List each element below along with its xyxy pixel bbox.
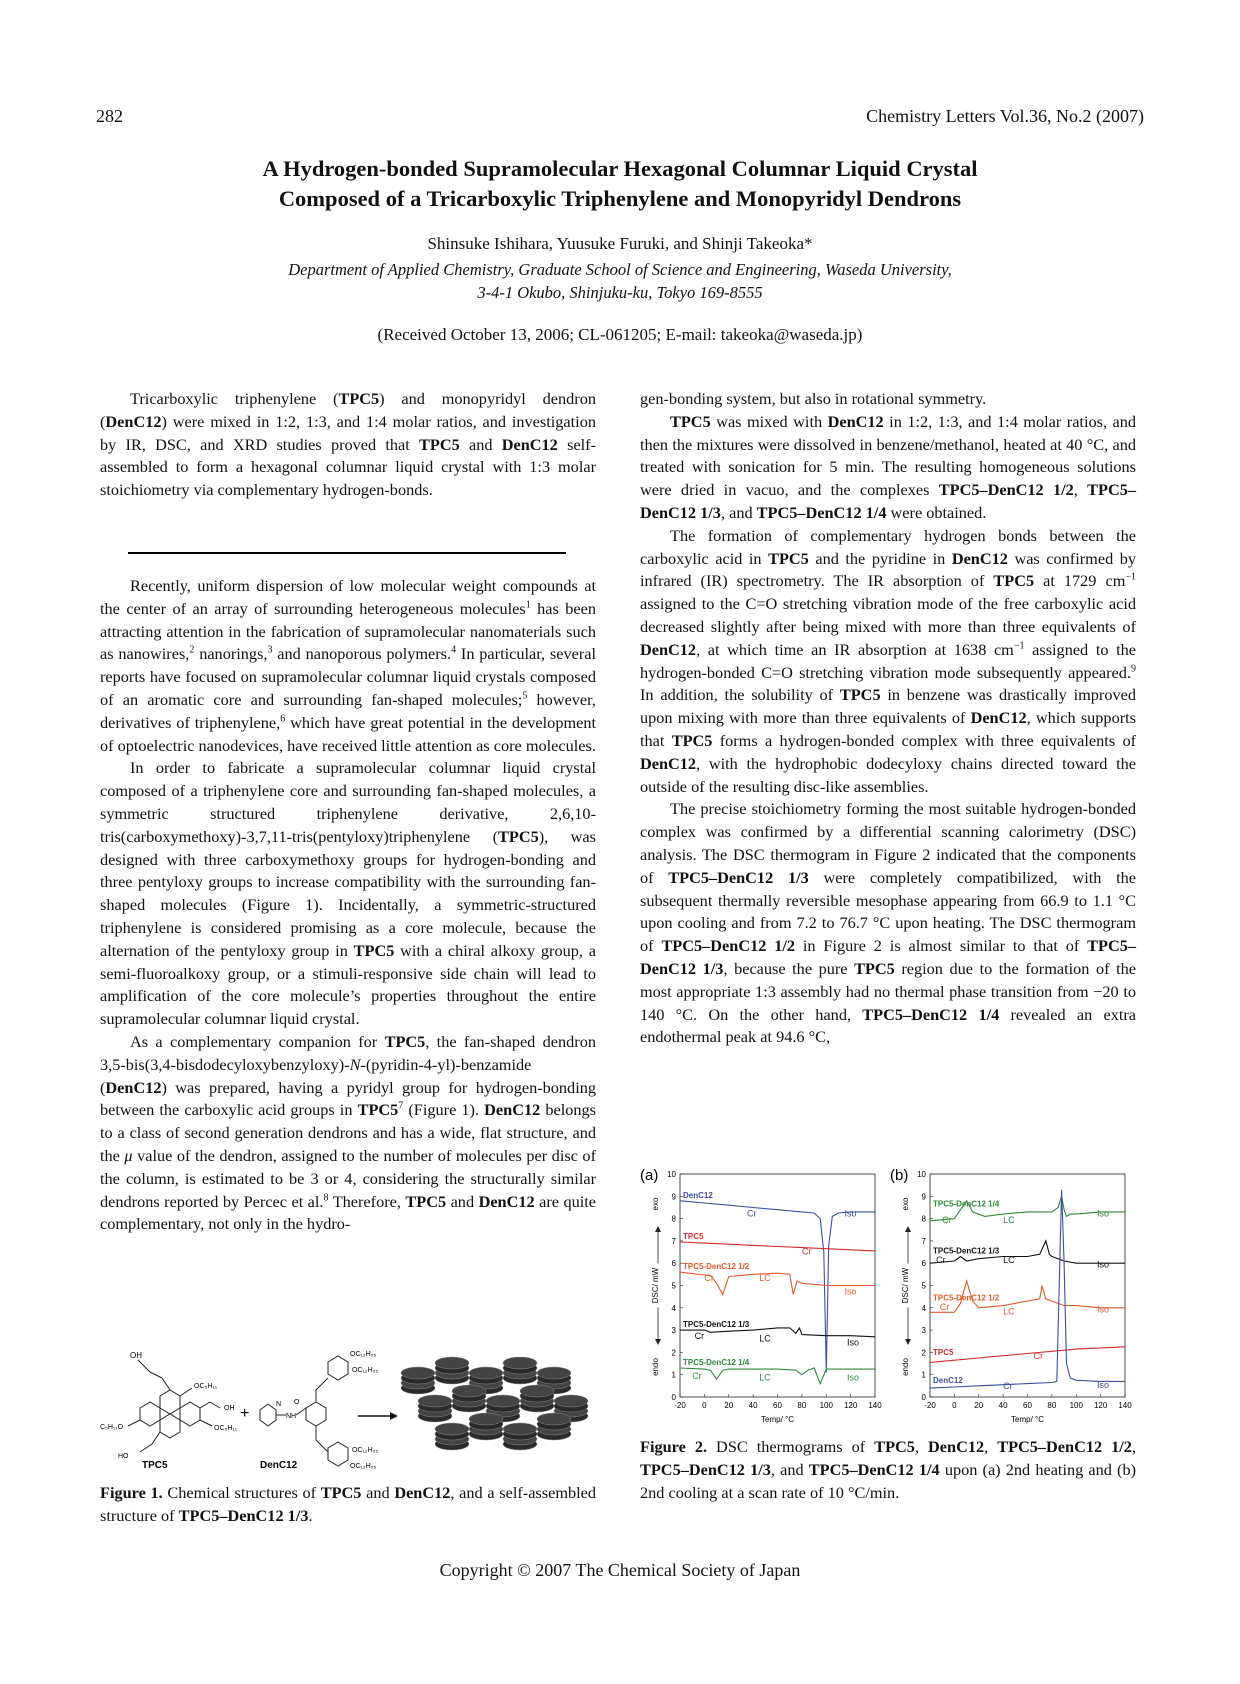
phase-label: LC	[759, 1333, 771, 1344]
x-tick-label: 100	[819, 1401, 833, 1410]
series-name-label: TPC5-DenC12 1/4	[933, 1199, 1000, 1209]
disc-layer	[452, 1385, 486, 1397]
y-tick-label: 5	[921, 1281, 926, 1291]
phase-label: Cr	[801, 1246, 812, 1257]
phase-label: Iso	[1096, 1304, 1109, 1315]
disc-layer	[469, 1367, 503, 1379]
journal-reference: Chemistry Letters Vol.36, No.2 (2007)	[866, 106, 1144, 126]
dsc-panel-a	[640, 1167, 882, 1424]
phase-label: Iso	[844, 1208, 857, 1219]
y-tick-label: 6	[921, 1259, 926, 1269]
abstract: Tricarboxylic triphenylene (TPC5) and monopyridyl dendron (DenC12) were mixed in 1:2, 1:3, and 1:4 molar ratios, and investigation by IR, DSC, and XRD studies proved that TPC5 and DenC12 self-assembled to form a hexagonal columnar liquid crystal with 1:3 molar stoichiometry via complementary hydrogen-bonds.	[100, 389, 596, 500]
fig1-label-oh-right: OH	[224, 1405, 235, 1412]
y-tick-label: 3	[921, 1326, 926, 1336]
phase-label: LC	[1003, 1255, 1015, 1266]
series-name-label: TPC5-DenC12 1/2	[933, 1293, 1000, 1303]
series-name-label: DenC12	[933, 1375, 963, 1385]
x-tick-label: 40	[748, 1401, 758, 1410]
phase-label: Iso	[846, 1372, 859, 1383]
columnar-assembly-illustration	[401, 1357, 588, 1450]
fig1-caption-label: Figure 1.	[100, 1483, 163, 1502]
endo-arrowhead	[655, 1339, 661, 1345]
y-tick-label: 2	[921, 1348, 926, 1358]
phase-label: Cr	[747, 1208, 757, 1219]
y-tick-label: 8	[671, 1214, 676, 1224]
phase-label: Cr	[936, 1255, 946, 1266]
y-tick-label: 7	[671, 1236, 676, 1246]
x-axis-label: Temp/ °C	[1011, 1415, 1044, 1424]
series-line-1	[680, 1242, 875, 1251]
phase-label: LC	[759, 1372, 771, 1383]
fig1-label-oc5-right: OC₅H₁₁	[214, 1425, 238, 1432]
disc-layer	[503, 1357, 537, 1369]
fig1-label-ho: HO	[118, 1453, 129, 1460]
disc-layer	[537, 1367, 571, 1379]
panel-label: (b)	[890, 1167, 909, 1184]
x-tick-label: 0	[702, 1401, 707, 1410]
x-tick-label: 60	[1023, 1401, 1032, 1410]
series-line-3	[680, 1328, 875, 1337]
x-axis-label: Temp/ °C	[761, 1415, 794, 1424]
x-tick-label: 120	[843, 1401, 858, 1410]
disc-layer	[469, 1413, 503, 1425]
x-tick-label: 100	[1069, 1401, 1083, 1410]
phase-label: Iso	[846, 1337, 859, 1348]
fig1-label-oc12-2: OC₁₂H₂₅	[352, 1367, 379, 1374]
y-tick-label: 0	[921, 1393, 926, 1402]
x-tick-label: 140	[868, 1401, 882, 1410]
page-number: 282	[96, 106, 123, 126]
y-tick-label: 4	[921, 1303, 926, 1313]
disc-layer	[435, 1423, 469, 1435]
phase-label: LC	[759, 1273, 771, 1284]
affiliation	[120, 258, 1120, 304]
x-tick-label: 140	[1118, 1401, 1132, 1410]
y-tick-label: 2	[671, 1348, 676, 1358]
y-tick-label: 9	[671, 1192, 676, 1202]
series-line-4	[930, 1190, 1125, 1392]
disc-layer	[554, 1395, 588, 1407]
fig1-label-nh: NH	[286, 1413, 297, 1420]
fig1-label-o: O	[294, 1399, 300, 1406]
dsc-panel-b	[890, 1167, 1132, 1424]
y-axis-label: DSC/ mW	[651, 1267, 660, 1304]
phase-label: Cr	[942, 1215, 952, 1226]
fig1-label-denc12: DenC12	[260, 1460, 298, 1471]
disc-layer	[537, 1413, 571, 1425]
figure-1-chemical-structures	[100, 1348, 596, 1474]
figure-1-caption: Figure 1. Chemical structures of TPC5 and DenC12, and a self-assembled structure of TPC5–DenC12 1/3.	[100, 1483, 597, 1525]
phase-label: Cr	[694, 1331, 705, 1342]
fig1-label-oc12-4: OC₁₂H₂₅	[350, 1463, 377, 1470]
disc-layer	[435, 1357, 469, 1369]
assembly-arrow	[358, 1412, 398, 1420]
phase-label: Cr	[1033, 1351, 1044, 1362]
x-tick-label: 0	[952, 1401, 957, 1410]
x-tick-label: 20	[974, 1401, 984, 1410]
fig1-label-c5o: C₅H₁₁O	[100, 1424, 124, 1431]
y-tick-label: 4	[671, 1303, 676, 1313]
disc-layer	[486, 1395, 520, 1407]
phase-label: Cr	[704, 1273, 714, 1284]
exo-arrowhead	[905, 1226, 911, 1232]
series-name-label: TPC5-DenC12 1/2	[683, 1262, 750, 1272]
fig2-caption-label: Figure 2.	[640, 1437, 708, 1456]
y-tick-label: 10	[917, 1170, 926, 1179]
fig1-label-oc5-top: OC₅H₁₁	[194, 1383, 218, 1390]
y-tick-label: 9	[921, 1192, 926, 1202]
exo-label: exo	[651, 1197, 660, 1211]
title-line-1: A Hydrogen-bonded Supramolecular Hexagonal Columnar Liquid Crystal	[262, 156, 978, 181]
affiliation-line-2: 3-4-1 Okubo, Shinjuku-ku, Tokyo 169-8555	[477, 283, 763, 302]
exo-arrowhead	[655, 1226, 661, 1232]
phase-label: Iso	[1096, 1208, 1109, 1219]
x-tick-label: 80	[797, 1401, 807, 1410]
phase-label: Cr	[1003, 1381, 1013, 1392]
endo-label: endo	[901, 1358, 910, 1376]
panel-label: (a)	[640, 1167, 659, 1184]
series-name-label: TPC5	[683, 1232, 704, 1242]
phase-label: Cr	[692, 1371, 702, 1382]
fig1-plus: +	[240, 1405, 250, 1422]
series-name-label: TPC5-DenC12 1/3	[683, 1320, 750, 1330]
disc-layer	[520, 1385, 554, 1397]
y-tick-label: 7	[921, 1236, 926, 1246]
y-tick-label: 3	[671, 1326, 676, 1336]
phase-label: Iso	[1096, 1380, 1109, 1391]
y-tick-label: 0	[671, 1393, 676, 1402]
fig1-label-oh: OH	[130, 1351, 142, 1360]
fig1-label-tpc5: TPC5	[142, 1460, 168, 1471]
series-line-3	[930, 1347, 1125, 1363]
y-tick-label: 10	[667, 1170, 676, 1179]
author-list: Shinsuke Ishihara, Yuusuke Furuki, and Shinji Takeoka*	[427, 234, 813, 253]
fig1-label-n: N	[276, 1401, 282, 1408]
y-tick-label: 1	[921, 1370, 926, 1380]
tpc5-structure	[128, 1360, 220, 1452]
x-tick-label: -20	[924, 1401, 936, 1410]
paper-title	[120, 154, 1120, 214]
series-name-label: TPC5-DenC12 1/3	[933, 1246, 1000, 1256]
phase-label: Iso	[1096, 1259, 1109, 1270]
phase-label: Cr	[939, 1302, 950, 1313]
phase-label: LC	[1003, 1215, 1015, 1226]
y-tick-label: 8	[921, 1214, 926, 1224]
exo-label: exo	[901, 1197, 910, 1211]
disc-layer	[418, 1395, 452, 1407]
abstract-divider	[128, 552, 566, 554]
x-tick-label: 40	[998, 1401, 1008, 1410]
y-tick-label: 5	[671, 1281, 676, 1291]
endo-arrowhead	[905, 1339, 911, 1345]
x-tick-label: -20	[674, 1401, 686, 1410]
series-name-label: DenC12	[683, 1190, 713, 1200]
phase-label: LC	[1003, 1306, 1015, 1317]
x-tick-label: 120	[1093, 1401, 1108, 1410]
disc-layer	[503, 1423, 537, 1435]
received-line: (Received October 13, 2006; CL-061205; E-mail: takeoka@waseda.jp)	[377, 325, 863, 344]
denc12-structure	[260, 1356, 348, 1466]
affiliation-line-1: Department of Applied Chemistry, Graduate School of Science and Engineering, Waseda University,	[288, 260, 952, 279]
y-tick-label: 1	[671, 1370, 676, 1380]
x-tick-label: 80	[1047, 1401, 1057, 1410]
x-tick-label: 60	[773, 1401, 782, 1410]
body-right-column: gen-bonding system, but also in rotational symmetry. TPC5 was mixed with DenC12 in 1:2, 1:3, and 1:4 molar ratios, and then the mixtures were dissolved in benzene/methanol, heated at 40 °C, and treated with sonication for 5 min. The resulting homogeneous solutions were dried in vacuo, and the complexes TPC5–DenC12 1/2, TPC5–DenC12 1/3, and TPC5–DenC12 1/4 were obtained. The formation of complementary hydrogen bonds between the carboxylic acid in TPC5 and the pyridine in DenC12 was confirmed by infrared (IR) spectrometry. The IR absorption of TPC5 at 1729 $cm^{-1}$ assigned to the C=O stretching vibration mode of the free carboxylic acid decreased slightly after being mixed with more than three equivalents of DenC12, at which time an IR absorption at 1638 $cm^{-1}$ assigned to the hydrogen-bonded C=O stretching vibration mode subsequently appeared.$^9$ In addition, the solubility of TPC5 in benzene was drastically improved upon mixing with more than three equivalents of DenC12, which supports that TPC5 forms a hydrogen-bonded complex with three equivalents of DenC12, with the hydrophobic dodecyloxy chains directed toward the outside of the resulting disc-like assemblies. The precise stoichiometry forming the most suitable hydrogen-bonded complex was confirmed by a differential scanning calorimetry (DSC) analysis. The DSC thermogram in Figure 2 indicated that the components of TPC5–DenC12 1/3 were completely compatibilized, with the subsequent thermally reversible mesophase appearing from 66.9 to 1.1 °C upon cooling and from 7.2 to 76.7 °C upon heating. The DSC thermogram of TPC5–DenC12 1/2 in Figure 2 is almost similar to that of TPC5–DenC12 1/3, because the pure TPC5 region due to the formation of the most appropriate 1:3 assembly had no thermal phase transition from −20 to 140 °C. On the other hand, TPC5–DenC12 1/4 revealed an extra endothermal peak at 94.6 °C,	[640, 389, 1137, 1047]
fig1-label-oc12-1: OC₁₂H₂₅	[350, 1351, 377, 1358]
endo-label: endo	[651, 1358, 660, 1376]
series-name-label: TPC5-DenC12 1/4	[683, 1358, 750, 1368]
copyright-footer: Copyright © 2007 The Chemical Society of Japan	[439, 1560, 801, 1580]
figure-2-dsc-thermograms	[640, 1162, 1140, 1427]
title-line-2: Composed of a Tricarboxylic Triphenylene and Monopyridyl Dendrons	[278, 186, 962, 211]
series-name-label: TPC5	[933, 1347, 954, 1357]
body-left-column: Recently, uniform dispersion of low molecular weight compounds at the center of an array of surrounding heterogeneous molecules$^1$ has been attracting attention in the fabrication of supramolecular nanomaterials such as nanowires,$^2$ nanorings,$^3$ and nanoporous polymers.$^4$ In particular, several reports have focused on supramolecular columnar liquid crystals composed of an aromatic core and surrounding fan-shaped molecules;$^5$ however, derivatives of triphenylene,$^6$ which have great potential in the development of optoelectric nanodevices, have received little attention as core molecules. In order to fabricate a supramolecular columnar liquid crystal composed of a triphenylene core and surrounding fan-shaped molecules, a symmetric structured triphenylene derivative, 2,6,10-tris(carboxymethoxy)-3,7,11-tris(pentyloxy)triphenylene (TPC5), was designed with three carboxymethoxy groups for hydrogen-bonding and three pentyloxy groups to increase compatibility with the surrounding fan-shaped molecules (Figure 1). Incidentally, a symmetric-structured triphenylene is considered promising as a core molecule, because the alternation of the pentyloxy group in TPC5 with a chiral alkoxy group, a semi-fluoroalkoxy group, or a stimuli-responsive side chain will lead to amplification of the core molecule’s properties throughout the entire supramolecular columnar liquid crystal. As a complementary companion for TPC5, the fan-shaped dendron 3,5-bis(3,4-bisdodecyloxybenzyloxy)-N-(pyridin-4-yl)-benzamide (DenC12) was prepared, having a pyridyl group for hydrogen-bonding between the carboxylic acid groups in $TPC5^7$ (Figure 1). DenC12 belongs to a class of second generation dendrons and has a wide, flat structure, and the μ value of the dendron, assigned to the number of molecules per disc of the column, is estimated to be 3 or 4, considering the structurally similar dendrons reported by Percec et al.$^8$ Therefore, TPC5 and DenC12 are quite complementary, not only in the hydro-	[100, 576, 597, 1234]
figure-2-caption: Figure 2. DSC thermograms of TPC5, DenC12, TPC5–DenC12 1/2, TPC5–DenC12 1/3, and TPC5–DenC12 1/4 upon (a) 2nd heating and (b) 2nd cooling at a scan rate of 10 °C/min.	[640, 1437, 1137, 1502]
y-tick-label: 6	[671, 1259, 676, 1269]
disc-layer	[401, 1367, 435, 1379]
y-axis-label: DSC/ mW	[901, 1267, 910, 1304]
phase-label: Iso	[844, 1286, 857, 1297]
fig1-label-oc12-3: OC₁₂H₂₅	[352, 1447, 379, 1454]
series-line-4	[680, 1368, 875, 1384]
x-tick-label: 20	[724, 1401, 734, 1410]
